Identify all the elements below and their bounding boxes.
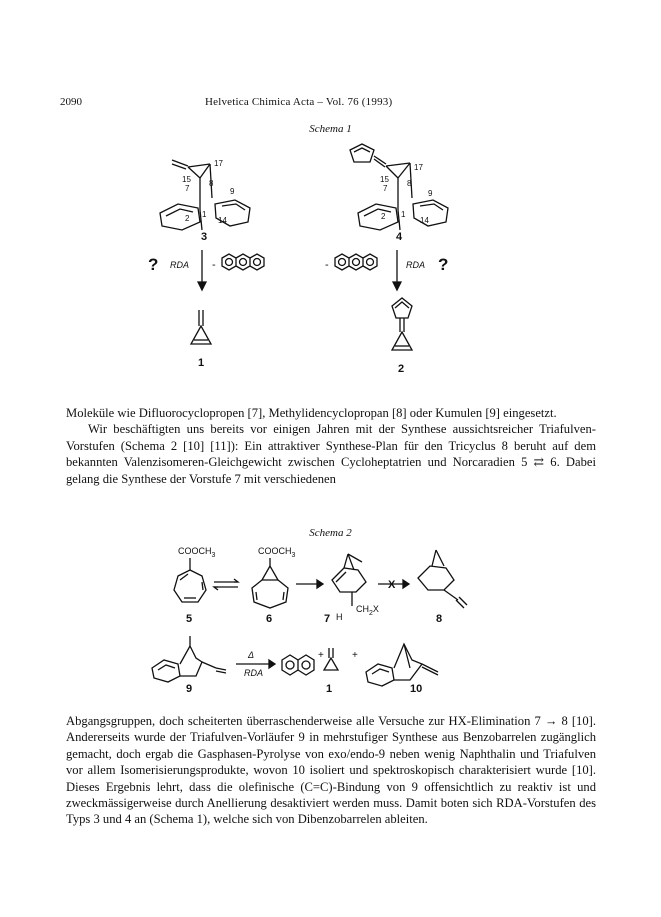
compound-3-structure [160,160,250,230]
schema2-title: Schema 2 [309,527,352,539]
compound-2-structure [392,298,412,350]
atom-1-right: 1 [401,210,406,219]
compound-10-label: 10 [410,683,423,695]
blocked-reaction-cross: X [388,579,396,591]
compound-9-label: 9 [186,683,193,695]
compound-7-label: 7 [324,613,331,625]
naphthalene-structure [282,655,314,675]
compound-4-label: 4 [396,231,403,243]
atom-14-right: 14 [420,216,429,225]
text-block-1 [66,405,596,487]
atom-2-right: 2 [381,212,386,221]
rda-label-right: RDA [406,260,426,270]
schema2-figure [140,540,510,700]
paragraph-3: Abgangsgruppen, doch scheiterten überraschenderweise alle Versuche zur HX-Elimination 7 → 8 [10]. Andererseits wurde der Triafulven-Vorläufer 9 in mehrstufiger Synthese aus Benzobarrelen zugänglich gemacht, doch ergab die Gasphasen-Pyrolyse von exo/endo-9 neben wenig Naphthalin und Triafulven vor allem Isomerisierungsprodukte, wovon 10 isoliert und spektroskopisch charakterisiert wurde [10]. Dieses Ergebnis lehrt, dass die olefinische (C=C)-Bindung von 9 offensichtlich zu reaktiv ist und zweckmässigerweise durch Anellierung desaktiviert werden muss. Damit boten sich RDA-Vorstufen des Typs 3 und 4 an (Schema 1), welche sich von Dibenzobarrelen ableiten. [66,714,596,827]
atom-8-right: 8 [407,179,412,188]
rda-label-schema2: RDA [244,668,264,678]
compound-4-structure [350,144,448,230]
atom-8-left: 8 [209,179,214,188]
delta-label: Δ [248,650,255,660]
anthracene-right [335,254,377,270]
paragraph-1: Moleküle wie Difluorocyclopropen [7], Methylidencyclopropan [8] oder Kumulen [9] eingesetzt. [66,406,557,420]
compound-3-label: 3 [201,231,208,243]
journal-title: Helvetica Chimica Acta – Vol. 76 (1993) [205,96,393,108]
question-mark-left: ? [148,255,159,274]
equilibrium-arrows [214,579,238,590]
ch2x-label: $CH_2X$ [356,604,379,617]
compound-10-structure [366,644,438,686]
minus-left: - [212,259,216,271]
text-block-2 [66,713,596,828]
compound-1-structure-schema2 [324,648,338,670]
plus-1: + [318,650,324,661]
compound-5-structure [174,558,206,602]
atom-7-left: 7 [185,184,190,193]
cooch3-label-6: $COOCH_3$ [258,546,296,559]
atom-15-right: 15 [380,175,389,184]
compound-8-structure [418,550,467,608]
atom-14-left: 14 [218,216,227,225]
anthracene-left [222,254,264,270]
compound-8-label: 8 [436,613,443,625]
atom-9-right: 9 [428,189,433,198]
paragraph-2: Wir beschäftigten uns bereits vor einigen Jahren mit der Synthese aussichtsreicher Triafulven-Vorstufen (Schema 2 [10] [11]): Ein attraktiver Synthese-Plan für den Tricyclus 8 beruht auf dem bekannten Valenzisomeren-Gleichgewicht zwischen Cycloheptatrien und Norcaradien 5 ⇄ 6. Dabei gelang die Synthese der Vorstufe 7 mit verschiedenen [66,422,596,486]
h-label: H [336,612,343,622]
compound-1-label-schema2: 1 [326,683,333,695]
atom-2-left: 2 [185,214,190,223]
compound-9-structure [152,636,226,682]
atom-17-right: 17 [414,163,423,172]
minus-right: - [325,259,329,271]
compound-1-structure [191,310,211,344]
schema1-title: Schema 1 [309,123,352,135]
atom-17-left: 17 [214,159,223,168]
cooch3-label-5: $COOCH_3$ [178,546,216,559]
page-number: 2090 [60,96,82,108]
atom-15-left: 15 [182,175,191,184]
rda-label-left: RDA [170,260,190,270]
compound-7-structure [332,554,366,606]
atom-1-left: 1 [202,210,207,219]
atom-7-right: 7 [383,184,388,193]
plus-2: + [352,650,358,661]
schema1-figure [130,138,510,388]
atom-9-left: 9 [230,187,235,196]
question-mark-right: ? [438,255,449,274]
compound-1-label: 1 [198,357,205,369]
compound-6-structure [252,558,288,608]
compound-2-label: 2 [398,363,405,375]
compound-5-label: 5 [186,613,193,625]
compound-6-label: 6 [266,613,273,625]
